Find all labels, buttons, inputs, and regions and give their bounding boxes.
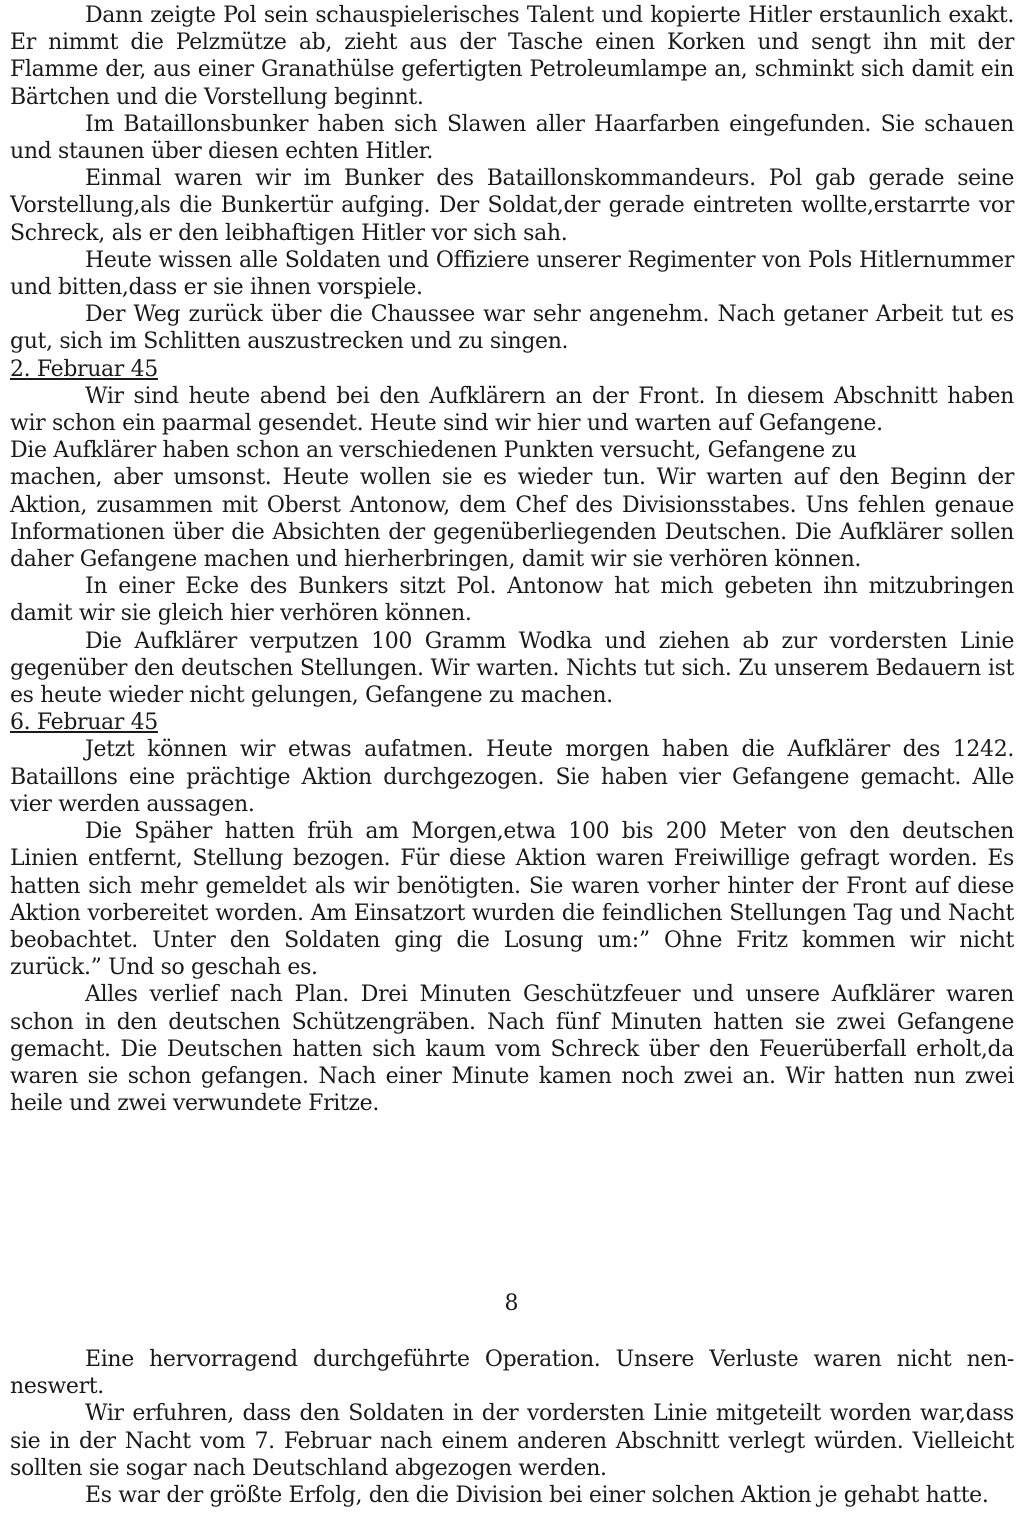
paragraph: Wir erfuhren, dass den Soldaten in der vordersten Linie mitgeteilt worden war,dass sie in der Nacht vom 7. Februar nach einem anderen Abschnitt verlegt würden. Vielleicht sollten sie sogar nach Deutschland abgezogen werden.	[10, 1401, 1014, 1481]
paragraph: Eine hervorragend durchgeführte Operation. Unsere Verluste waren nicht nen-neswert.	[10, 1347, 1014, 1400]
paragraph: Jetzt können wir etwas aufatmen. Heute morgen haben die Aufklärer des 1242. Bataillons eine prächtige Aktion durchgezogen. Sie haben vier Gefangene gemacht. Alle vier werden aussagen.	[10, 737, 1014, 817]
paragraph: In einer Ecke des Bunkers sitzt Pol. Antonow hat mich gebeten ihn mitzubringen damit wir sie gleich hier verhören können.	[10, 574, 1014, 627]
document-body-continued	[10, 1346, 1014, 1509]
paragraph: Einmal waren wir im Bunker des Bataillonskommandeurs. Pol gab gerade seine Vorstellung,als die Bunkertür aufging. Der Soldat,der gerade eintreten wollte,erstarrte vor Schreck, als er den leibhaftigen Hitler vor sich sah.	[10, 166, 1014, 246]
paragraph: Alles verlief nach Plan. Drei Minuten Geschützfeuer und unsere Aufklärer waren schon in den deutschen Schützengräben. Nach fünf Minuten hatten sie zwei Gefangene gemacht. Die Deutschen hatten sich kaum vom Schreck über den Feuerüberfall erholt,da waren sie schon gefangen. Nach einer Minute kamen noch zwei an. Wir hatten nun zwei heile und zwei verwundete Fritze.	[10, 982, 1014, 1117]
document-page-continued	[10, 1346, 1014, 1509]
paragraph: Wir sind heute abend bei den Aufklärern an der Front. In diesem Abschnitt haben wir schon ein paarmal gesendet. Heute sind wir hier und warten auf Gefangene.	[10, 383, 1014, 437]
date-heading: 2. Februar 45	[10, 356, 158, 382]
paragraph: Dann zeigte Pol sein schauspielerisches Talent und kopierte Hitler erstaunlich exakt. Er nimmt die Pelzmütze ab, zieht aus der Tasche einen Korken und sengt ihn mit der Flamme der, aus einer Granathülse gefertigten Petroleumlampe an, schminkt sich damit ein Bärtchen und die Vorstellung beginnt.	[10, 3, 1014, 110]
document-body	[10, 2, 1014, 1117]
paragraph: Es war der größte Erfolg, den die Division bei einer solchen Aktion je gehabt hatte.	[85, 1483, 989, 1509]
paragraph: Heute wissen alle Soldaten und Offiziere unserer Regimenter von Pols Hitlernummer und bitten,dass er sie ihnen vorspiele.	[10, 247, 1014, 301]
date-heading: 6. Februar 45	[10, 710, 158, 736]
paragraph: Im Bataillonsbunker haben sich Slawen aller Haarfarben eingefunden. Sie schauen und staunen über diesen echten Hitler.	[10, 111, 1014, 165]
paragraph: Der Weg zurück über die Chaussee war sehr angenehm. Nach getaner Arbeit tut es gut, sich im Schlitten auszustrecken und zu singen.	[10, 302, 1014, 355]
paragraph: Die Aufklärer haben schon an verschiedenen Punkten versucht, Gefangene zu	[10, 438, 857, 464]
paragraph: machen, aber umsonst. Heute wollen sie es wieder tun. Wir warten auf den Beginn der Aktion, zusammen mit Oberst Antonow, dem Chef des Divisionsstabes. Uns fehlen genaue Informationen über die Absichten der gegenüberliegenden Deutschen. Die Aufklärer sollen daher Gefangene machen und hierherbringen, damit wir sie verhören können.	[10, 465, 1014, 573]
document-page	[10, 2, 1014, 1117]
paragraph: Die Aufklärer verputzen 100 Gramm Wodka und ziehen ab zur vordersten Linie gegenüber den deutschen Stellungen. Wir warten. Nichts tut sich. Zu unserem Bedauern ist es heute wieder nicht gelungen, Gefangene zu machen.	[10, 628, 1014, 709]
paragraph: Die Späher hatten früh am Morgen,etwa 100 bis 200 Meter von den deutschen Linien entfernt, Stellung bezogen. Für diese Aktion waren Freiwillige gefragt worden. Es hatten sich mehr gemeldet als wir benötigten. Sie waren vorher hinter der Front auf diese Aktion vorbereitet worden. Am Einsatzort wurden die feindlichen Stellungen Tag und Nacht beobachtet. Unter den Soldaten ging die Losung um:” Ohne Fritz kommen wir nicht zurück.” Und so geschah es.	[10, 819, 1014, 981]
page-number: 8	[504, 1291, 519, 1316]
